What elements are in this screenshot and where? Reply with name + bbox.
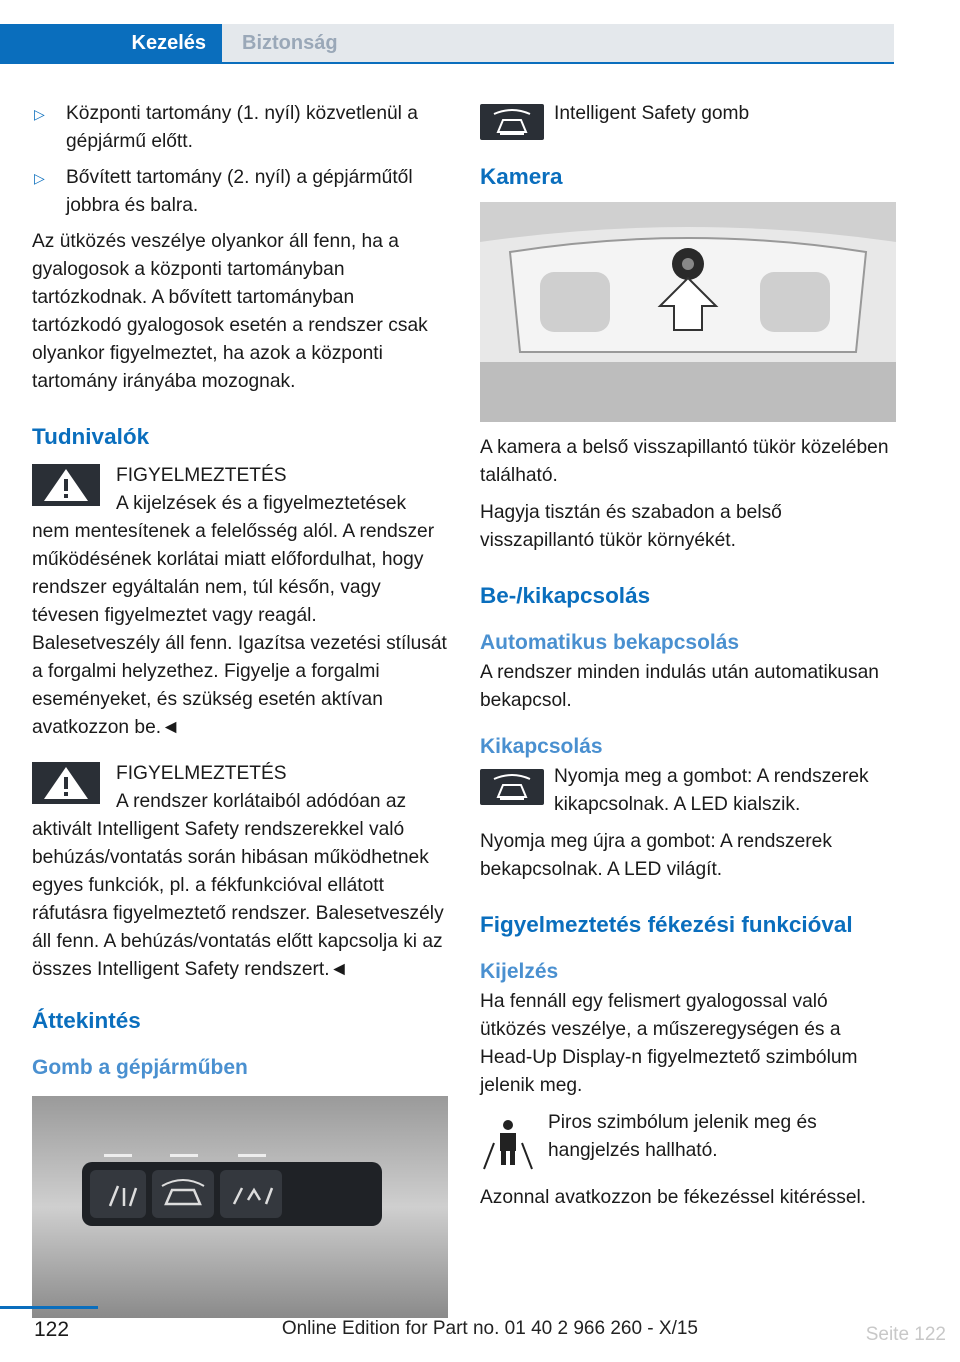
pedestrian-warning-icon [480,1113,536,1171]
heading-automatikus: Automatikus bekapcsolás [480,631,740,654]
warning-text: A rendszer korlátaiból adódóan az aktivált Intelligent Safety rendszerekkel való behúzás/vontatás során hibásan működhetnek egyes funkciók, pl. a fékfunkcióval ellátott ráfutásra figyelmeztető rendszer. Balesetveszély áll fenn. A behúzás/vontatás előtt kapcsolja ki az összes Intelligent Safety rendszert.◄ [32,791,444,980]
kikapcs-row [480,763,896,819]
final-text: Azonnal avatkozzon be fékezéssel kitéréssel. [480,1187,867,1208]
tab-kezeles[interactable]: Kezelés [0,24,222,62]
warning-text: A kijelzések és a figyelmeztetések nem mentesítenek a felelősség alól. A rendszer működésének korlátai miatt előfordulhat, hogy rendszer egyáltalán nem, túl későn, vagy tévesen figyelmeztet vagy reagál. Balesetveszély áll fenn. Igazítsa vezetési stílusát a forgalmi helyzethez. Figyelje a forgalmi eseményeket, és szükség esetén aktívan avatkozzon be.◄ [32,493,447,738]
heading-bekikapcsolas: Be-/kikapcsolás [480,583,651,608]
warning-triangle-icon [32,762,100,804]
warning-title: FIGYELMEZTETÉS [116,763,287,784]
chapter-tabs [0,24,894,62]
pedestrian-row [480,1109,896,1175]
heading-kikapcsolas: Kikapcsolás [480,735,603,758]
warning-block [32,760,448,984]
safety-button-row [480,100,896,144]
heading-gomb: Gomb a gépjárműben [32,1056,248,1079]
right-column [480,100,896,1221]
bullet-text: Központi tartomány (1. nyíl) közvetlenül a gépjármű előtt. [66,103,418,152]
button-panel-photo [32,1096,448,1318]
collision-paragraph: Az ütközés veszélye olyankor áll fenn, ha a gyalogosok a központi tartományban tartózkodnak. A bővített tartományban tartózkodó gyalogosok esetén a rendszer csak olyankor figyelmeztet, ha azok a központi tartomány irányába mozognak. [32,231,428,392]
bullet-arrow-icon: ▷ [34,106,45,122]
heading-figyelmeztetes: Figyelmeztetés fékezési funkcióval [480,912,853,937]
tab-divider [0,62,894,64]
heading-kijelzes: Kijelzés [480,960,559,983]
warning-triangle-icon [32,464,100,506]
bullet-text: Bővített tartomány (2. nyíl) a gépjárműtől jobbra és balra. [66,167,413,216]
page-number: 122 [34,1318,70,1341]
footer-rule [0,1306,98,1309]
auto-text: A rendszer minden indulás után automatikusan bekapcsol. [480,662,879,711]
button-panel-illustration [32,1096,448,1318]
heading-attekintes: Áttekintés [32,1008,141,1033]
button-caption: Intelligent Safety gomb [554,103,750,124]
kikapcs-text: Nyomja meg a gombot: A rendszerek kikapcsolnak. A LED kialszik. [554,766,869,815]
bullet-arrow-icon: ▷ [34,170,45,186]
watermark-text: Seite 122 [865,1324,946,1345]
warning-title: FIGYELMEZTETÉS [116,465,287,486]
warning-block [32,462,448,742]
heading-tudnivalok: Tudnivalók [32,424,150,449]
heading-kamera: Kamera [480,164,563,189]
intelligent-safety-button-icon [480,104,544,140]
camera-illustration [480,202,896,422]
list-item [32,164,448,220]
bekapcs-text: Nyomja meg újra a gombot: A rendszerek bekapcsolnak. A LED világít. [480,831,832,880]
camera-location-text: A kamera a belső visszapillantó tükör közelében található. [480,437,889,486]
left-column [32,100,448,1330]
tab-biztonsag[interactable]: Biztonság [222,24,894,62]
list-item [32,100,448,156]
pedestrian-text: Piros szimbólum jelenik meg és hangjelzés hallható. [548,1112,817,1161]
kijelzes-text: Ha fennáll egy felismert gyalogossal való ütközés veszélye, a műszeregységen és a Head-Up Display-n figyelmeztető szimbólum jelenik meg. [480,991,858,1096]
camera-photo [480,202,896,422]
intelligent-safety-button-icon [480,769,544,805]
edition-text: Online Edition for Part no. 01 40 2 966 260 - X/15 [281,1318,698,1339]
camera-clear-text: Hagyja tisztán és szabadon a belső visszapillantó tükör környékét. [480,502,782,551]
